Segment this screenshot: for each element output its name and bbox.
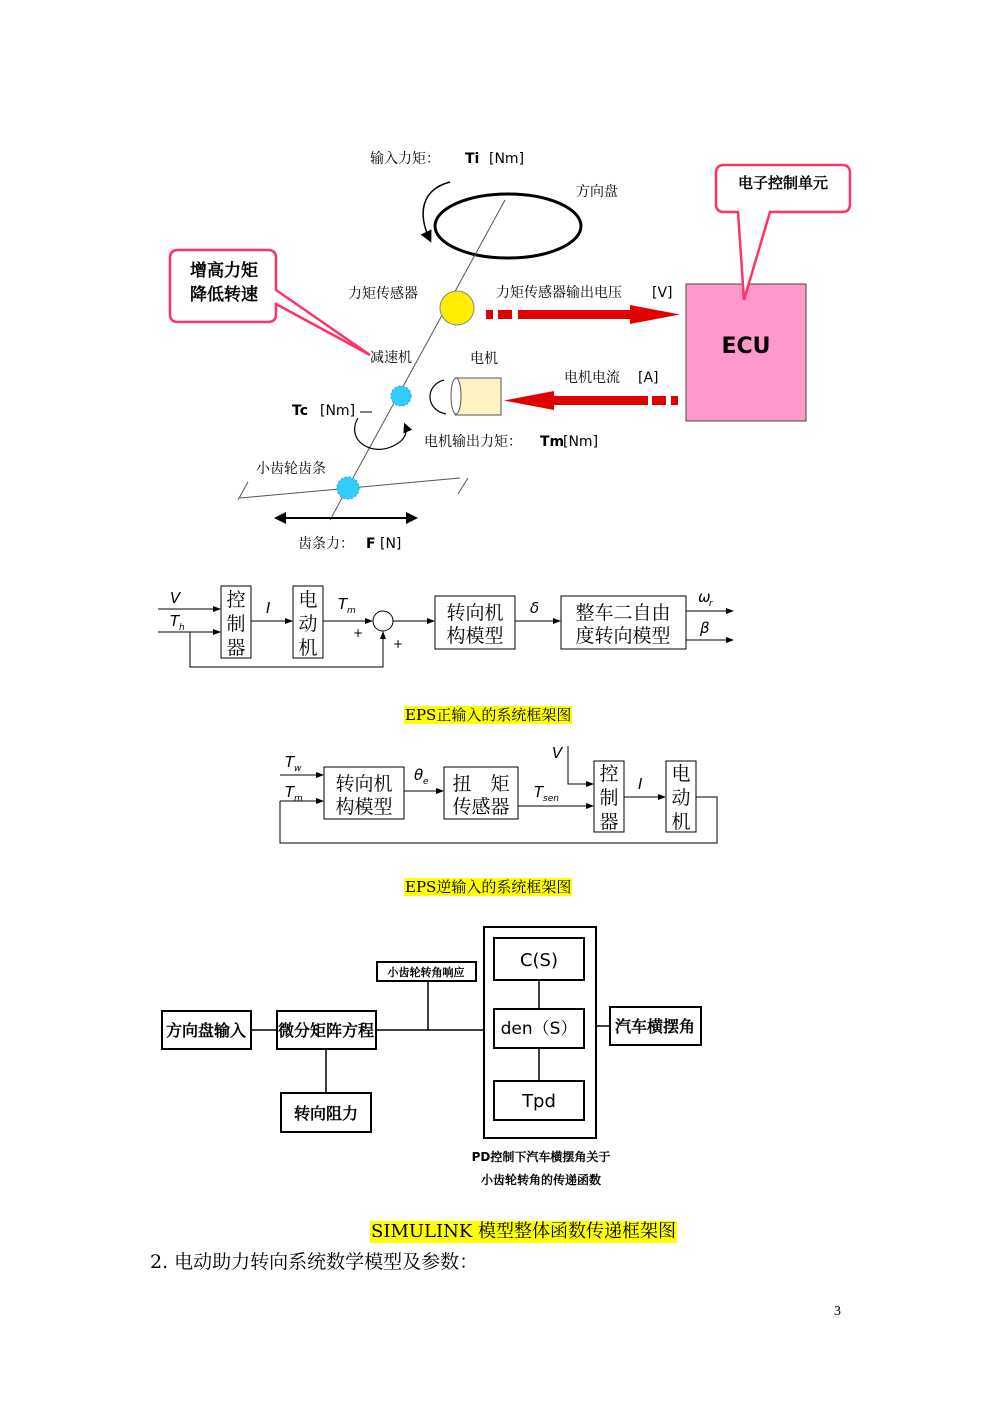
rack-force-arrow-left [274,512,286,524]
controller-c2: 制 [226,613,246,635]
rack-force-label: 齿条力： [298,536,354,552]
steer-model-l2: 构模型 [335,796,393,818]
steer-model-l1: 转向机 [335,773,393,795]
pinion-rack-label: 小齿轮齿条 [256,461,326,477]
torque-callout-line1: 增高力矩 [190,261,258,281]
torque-sensor-label: 力矩传感器 [348,286,418,302]
motor-c2: 动 [298,613,318,635]
vehicle-model-l1: 整车二自由 [575,602,671,624]
eps-schematic-figure [0,0,992,570]
eps-forward-block-diagram [0,575,992,675]
current-arrow-head [504,391,554,410]
dens-label: den（S） [500,1019,578,1039]
yaw-angle-label: 汽车横摆角 [614,1017,696,1036]
output-omega: ω [698,588,711,606]
signal-delta: δ [530,599,540,617]
eps-reverse-block-diagram [0,740,992,850]
input-th: T [170,612,180,630]
input-tm-sub: m [294,794,303,804]
controller-c3: 器 [226,637,246,659]
torque-sensor-l1: 扭 矩 [452,773,510,795]
input-v: V [552,744,563,762]
steering-wheel-label: 方向盘 [576,184,618,200]
sensor-arrow-dash-2 [498,310,512,319]
reducer-gear [391,386,411,406]
pinion-response-label: 小齿轮转角响应 [387,966,465,979]
motor-c3: 机 [671,811,691,833]
signal-theta: θ [414,766,424,784]
motor-rotation-arrow [430,380,446,414]
controller-c2: 制 [599,787,619,809]
rack-force-unit: [N] [380,536,402,552]
input-tw: T [285,753,295,771]
steering-input-label: 方向盘输入 [165,1021,247,1040]
input-tm: T [285,783,295,801]
controller-c3: 器 [599,811,619,833]
current-arrow-body [552,396,648,405]
tpd-label: Tpd [522,1091,556,1112]
vehicle-model-l2: 度转向模型 [575,625,671,647]
current-arrow-dash-1 [671,396,678,405]
sensor-output-unit: [V] [652,285,673,301]
v-line [568,746,593,784]
torque-sensor-l2: 传感器 [452,796,510,818]
motor-c3: 机 [298,637,318,659]
signal-tm: T [338,595,348,613]
pd-caption-line2: 小齿轮转角的传递函数 [480,1173,602,1187]
signal-i: I [266,599,271,617]
motor-torque-symbol: Tm [540,434,565,450]
simulink-block-diagram [0,920,992,1195]
signal-theta-sub: e [423,777,429,787]
output-omega-sub: r [709,599,713,609]
motor-current-unit: [A] [638,370,659,386]
rack-force-arrow-right [406,512,418,524]
steer-model-l2: 构模型 [446,625,504,647]
input-tw-sub: w [294,764,302,774]
motor-current-label: 电机电流 [564,370,620,386]
tc-symbol: Tc [292,403,308,419]
torque-callout-line2: 降低转速 [190,285,258,305]
motor-c1: 电 [671,763,691,785]
ecu-label: ECU [721,334,771,359]
motor-torque-label: 电机输出力矩： [424,434,522,450]
sensor-arrow-body [518,310,632,319]
current-arrow-dash-2 [652,396,666,405]
ecu-callout-text: 电子控制单元 [737,174,829,192]
forward-caption: EPS正输入的系统框架图 [405,706,572,724]
rack-force-symbol: F [366,536,376,552]
sensor-output-label: 力矩传感器输出电压 [496,285,622,301]
motor-end [451,378,461,414]
reducer-label: 减速机 [370,350,412,366]
steering-wheel [435,194,581,258]
cs-label: C(S) [519,950,559,971]
sensor-arrow-head [630,305,680,324]
summing-junction [373,611,393,631]
motor-c1: 电 [298,589,318,611]
controller-c1: 控 [599,763,619,785]
torque-sensor-ball [440,291,474,325]
section-heading: 2. 电动助力转向系统数学模型及参数： [150,1251,479,1273]
diff-eq-label: 微分矩阵方程 [277,1021,375,1040]
pd-caption-line1: PD控制下汽车横摆角关于 [471,1150,611,1164]
motor-c2: 动 [671,787,691,809]
input-th-sub: h [179,623,185,633]
motor-body [455,378,501,415]
input-torque-symbol: Ti [465,151,480,167]
signal-i: I [638,775,643,793]
motor-torque-unit: [Nm] [563,434,599,450]
motor-label: 电机 [470,351,498,367]
signal-tsen: T [534,783,544,801]
simulink-caption: SIMULINK 模型整体函数传递框架图 [371,1221,677,1242]
tc-rotation-arrow [355,418,406,449]
plus-1: + [353,626,364,640]
tc-unit: [Nm] [320,403,356,419]
pinion-gear [337,477,359,499]
output-beta: β [700,619,710,637]
signal-tm-sub: m [347,606,356,616]
input-torque-label: 输入力矩： [370,151,440,167]
page-number: 3 [834,1304,841,1319]
steer-model-l1: 转向机 [446,602,504,624]
resistance-label: 转向阻力 [293,1104,359,1123]
signal-tsen-sub: sen [543,794,559,804]
sensor-arrow-dash-1 [486,310,493,319]
input-v: V [170,589,181,607]
rack-end-right [458,478,468,494]
plus-2: + [393,637,404,651]
reverse-caption: EPS逆输入的系统框架图 [405,878,572,896]
input-torque-unit: [Nm] [489,151,525,167]
controller-c1: 控 [226,589,246,611]
